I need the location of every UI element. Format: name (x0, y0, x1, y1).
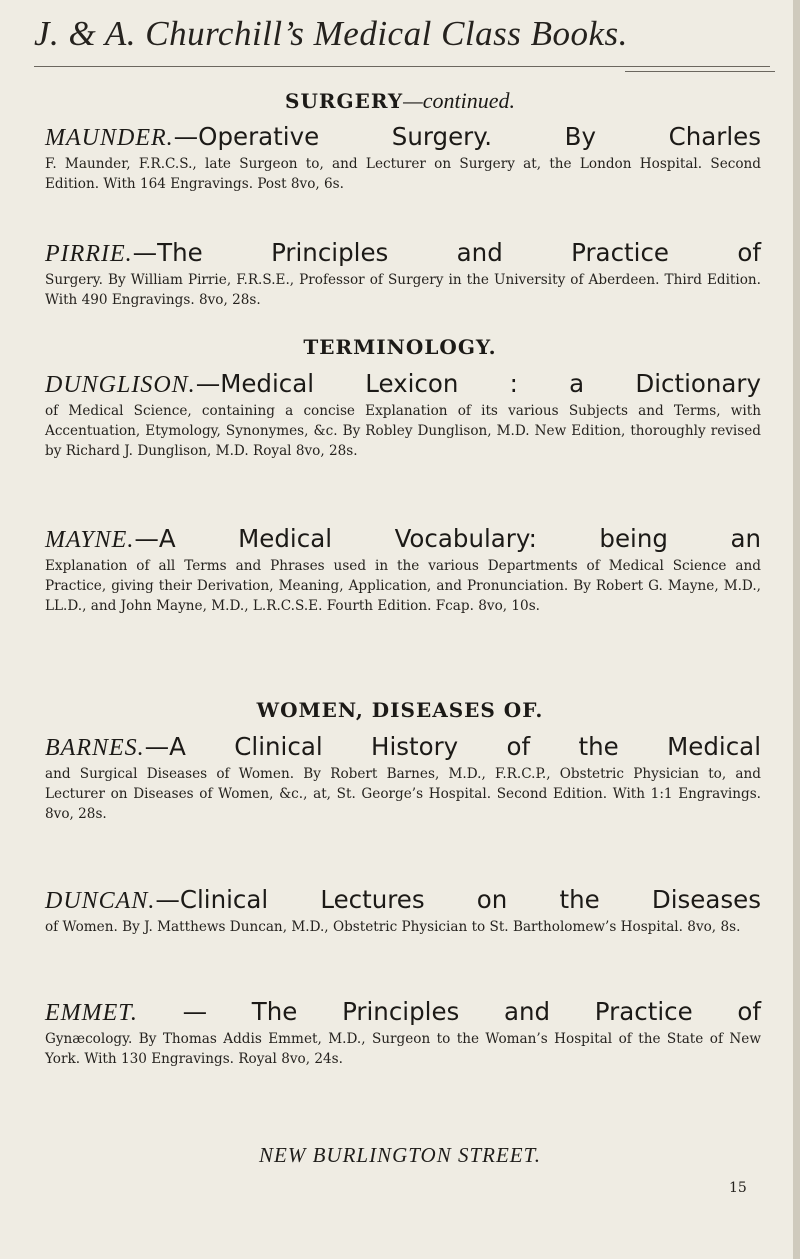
entry-heading (45, 368, 761, 401)
entry-pirrie (45, 237, 761, 310)
entry-author: MAUNDER. (45, 125, 174, 151)
entry-description: Explanation of all Terms and Phrases used in the various Departments of Medical Science and Practice, giving their Derivation, Meaning, Application, and Pronunciation. By Robert G. Mayne, M.D., LL.D., and John Mayne, M.D., L.R.C.S.E. Fourth Edition. Fcap. 8vo, 10s. (45, 558, 761, 614)
entry-description: F. Maunder, F.R.C.S., late Surgeon to, and Lecturer on Surgery at, the London Hospital. Second Edition. With 164 Engravings. Post 8vo, 6s. (45, 156, 761, 192)
entry-author: DUNCAN. (45, 888, 156, 914)
section-heading-terminology (0, 335, 800, 359)
entry-title: — The Principles and Practice of (137, 997, 761, 1026)
entry-author: BARNES. (45, 735, 145, 761)
entry-description: of Medical Science, containing a concise Explanation of its various Subjects and Terms, with Accentuation, Etymology, Synonymes, &c. By Robley Dunglison, M.D. New Edition, thoroughly revised by Richard J. Dunglison, M.D. Royal 8vo, 28s. (45, 403, 761, 459)
entry-author: MAYNE. (45, 527, 135, 553)
footer-address: NEW BURLINGTON STREET. (259, 1143, 541, 1167)
header-rule (34, 66, 770, 67)
page-number: 15 (729, 1180, 747, 1196)
section-heading-text: WOMEN, DISEASES OF. (256, 698, 544, 722)
entry-description: and Surgical Diseases of Women. By Robert Barnes, M.D., F.R.C.P., Obstetric Physician to, and Lecturer on Diseases of Women, &c., at, St. George’s Hospital. Second Edition. With 1:1 Engravings. 8vo, 28s. (45, 766, 761, 822)
entry-title: —A Clinical History of the Medical (144, 732, 761, 761)
entry-author: PIRRIE. (45, 241, 133, 267)
entry-dunglison (45, 368, 761, 461)
entry-mayne (45, 523, 761, 616)
entry-heading (45, 996, 761, 1029)
entry-heading (45, 121, 761, 154)
section-heading-women (0, 698, 800, 722)
entry-heading (45, 523, 761, 556)
entry-duncan (45, 884, 761, 937)
running-head: J. & A. Churchill’s Medical Class Books. (34, 14, 628, 53)
entry-description: of Women. By J. Matthews Duncan, M.D., Obstetric Physician to St. Bartholomew’s Hospital. 8vo, 8s. (45, 919, 741, 935)
header-rule-short (625, 71, 775, 72)
entry-title: —Clinical Lectures on the Diseases (155, 885, 761, 914)
entry-description: Surgery. By William Pirrie, F.R.S.E., Professor of Surgery in the University of Aberdeen. Third Edition. With 490 Engravings. 8vo, 28s. (45, 272, 761, 308)
entry-title: —The Principles and Practice of (132, 238, 761, 267)
page-edge (793, 0, 800, 1259)
entry-title: —Medical Lexicon : a Dictionary (195, 369, 761, 398)
entry-author: DUNGLISON. (45, 372, 196, 398)
section-heading-surgery (0, 88, 800, 114)
section-heading-text: TERMINOLOGY. (303, 335, 497, 359)
entry-barnes (45, 731, 761, 824)
entry-heading (45, 884, 761, 917)
entry-maunder (45, 121, 761, 194)
entry-emmet (45, 996, 761, 1069)
entry-heading (45, 731, 761, 764)
entry-heading (45, 237, 761, 270)
entry-title: —Operative Surgery. By Charles (173, 122, 761, 151)
section-heading-text: SURGERY (285, 89, 404, 113)
entry-description: Gynæcology. By Thomas Addis Emmet, M.D., Surgeon to the Woman’s Hospital of the State of New York. With 130 Engravings. Royal 8vo, 24s. (45, 1031, 761, 1067)
entry-title: —A Medical Vocabulary: being an (134, 524, 761, 553)
continued-label: —continued. (403, 88, 515, 113)
entry-author: EMMET. (45, 1000, 138, 1026)
